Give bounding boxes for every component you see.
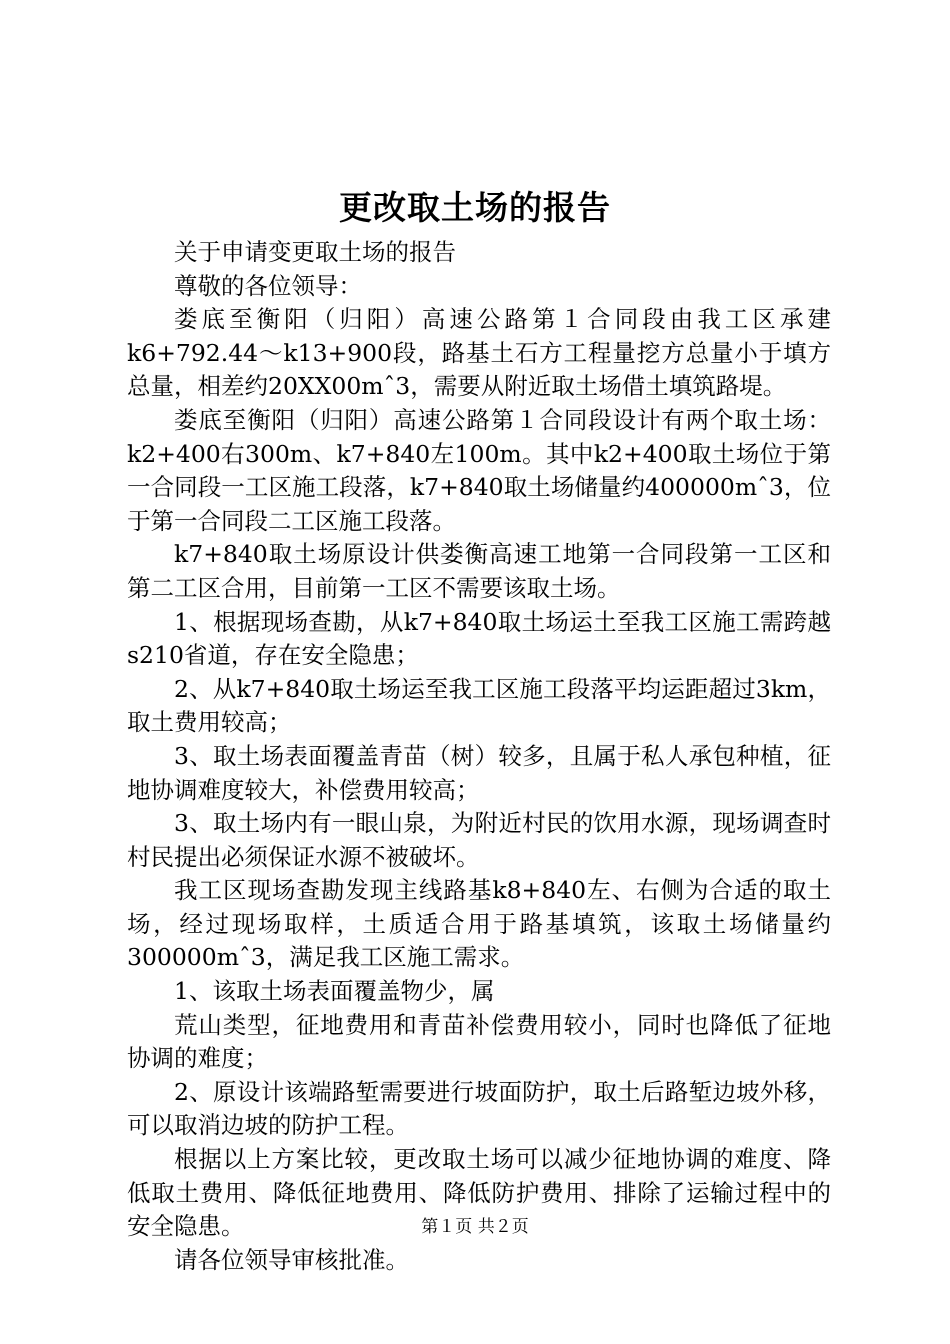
paragraph-design-borrow-pits: 娄底至衡阳（归阳）高速公路第１合同段设计有两个取土场：k2+400右300m、k7+840左100m。其中k2+400取土场位于第一合同段一工区施工段落，k7+840取土场储量约400000mˆ3，位于第一合同段二工区施工段落。 [127, 405, 831, 535]
paragraph-request-approval: 请各位领导审核批准。 [174, 1245, 409, 1274]
paragraph-subject: 关于申请变更取土场的报告 [174, 238, 456, 266]
paragraph-original-design: k7+840取土场原设计供娄衡高速工地第一合同段第一工区和第二工区合用，目前第一工区不需要该取土场。 [127, 540, 831, 602]
page-number-footer: 第１页 共２页 [421, 1217, 529, 1237]
paragraph-advantage-1b: 荒山类型，征地费用和青苗补偿费用较小，同时也降低了征地协调的难度； [127, 1010, 831, 1073]
paragraph-reason-3: 3、取土场表面覆盖青苗（树）较多，且属于私人承包种植，征地协调难度较大，补偿费用较高； [127, 741, 831, 804]
document-title: 更改取土场的报告 [339, 188, 611, 227]
paragraph-reason-4: 3、取土场内有一眼山泉，为附近村民的饮用水源，现场调查时村民提出必须保证水源不被破坏。 [127, 809, 831, 871]
paragraph-advantage-2: 2、原设计该端路堑需要进行坡面防护，取土后路堑边坡外移，可以取消边坡的防护工程。 [127, 1077, 831, 1140]
paragraph-conclusion: 根据以上方案比较，更改取土场可以减少征地协调的难度、降低取土费用、降低征地费用、降低防护费用、排除了运输过程中的安全隐患。 [127, 1145, 831, 1241]
paragraph-reason-2: 2、从k7+840取土场运至我工区施工段落平均运距超过3km，取土费用较高； [127, 674, 831, 737]
paragraph-new-site: 我工区现场查勘发现主线路基k8+840左、右侧为合适的取土场，经过现场取样，土质适合用于路基填筑，该取土场储量约300000mˆ3，满足我工区施工需求。 [127, 876, 831, 972]
paragraph-reason-1: 1、根据现场查勘，从k7+840取土场运土至我工区施工需跨越s210省道，存在安全隐患； [127, 607, 831, 670]
document-body [127, 236, 831, 1277]
paragraph-advantage-1a: 1、该取土场表面覆盖物少，属 [174, 977, 495, 1006]
paragraph-salutation: 尊敬的各位领导： [174, 271, 362, 300]
paragraph-project-background: 娄底至衡阳（归阳）高速公路第１合同段由我工区承建k6+792.44～k13+900段，路基土石方工程量挖方总量小于填方总量，相差约20XX00mˆ3，需要从附近取土场借土填筑路堤。 [127, 305, 831, 401]
